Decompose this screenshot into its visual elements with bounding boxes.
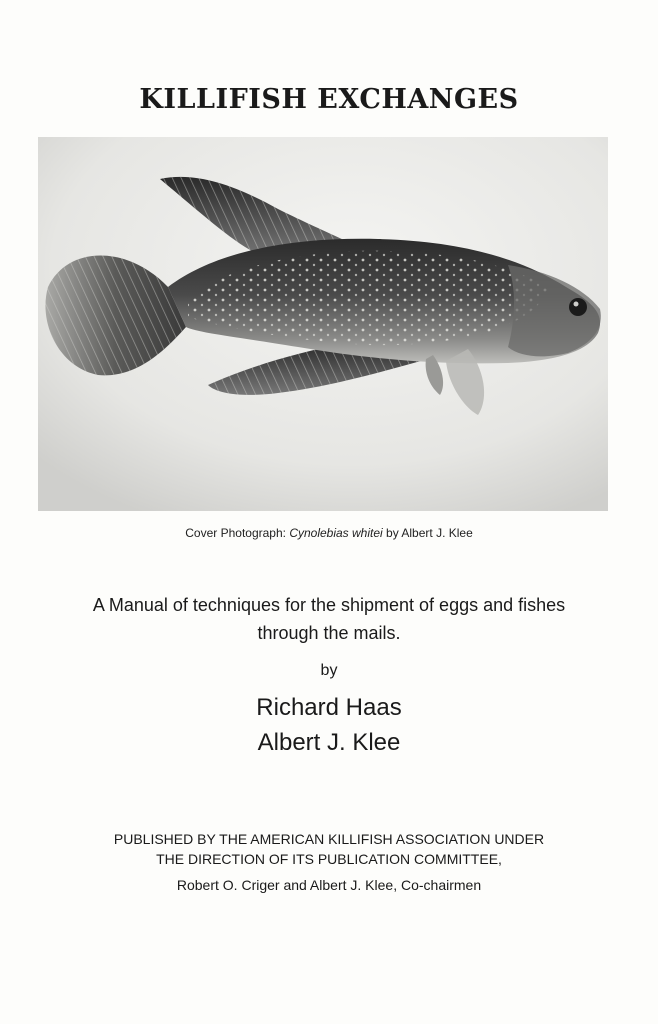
fish-image: [38, 137, 608, 511]
publisher-line-1: PUBLISHED BY THE AMERICAN KILLIFISH ASSOCIATION UNDER: [113, 831, 545, 847]
author-name: Albert J. Klee: [257, 729, 401, 756]
caption-prefix: Cover Photograph:: [185, 526, 290, 540]
cover-photograph: [38, 137, 608, 511]
publisher-line-3: Robert O. Criger and Albert J. Klee, Co-chairmen: [176, 877, 482, 893]
publisher-line-2: THE DIRECTION OF ITS PUBLICATION COMMITTEE,: [156, 851, 502, 867]
byline: by: [320, 662, 338, 679]
subtitle-line-1: A Manual of techniques for the shipment of eggs and fishes: [92, 595, 566, 615]
author-name: Richard Haas: [256, 694, 402, 721]
caption-species: Cynolebias whitei: [289, 526, 383, 540]
photo-caption: [0, 526, 658, 540]
book-title: KILLIFISH EXCHANGES: [139, 84, 519, 115]
subtitle-line-2: through the mails.: [257, 623, 401, 643]
caption-suffix: by Albert J. Klee: [382, 526, 473, 540]
book-subtitle: [0, 591, 658, 647]
